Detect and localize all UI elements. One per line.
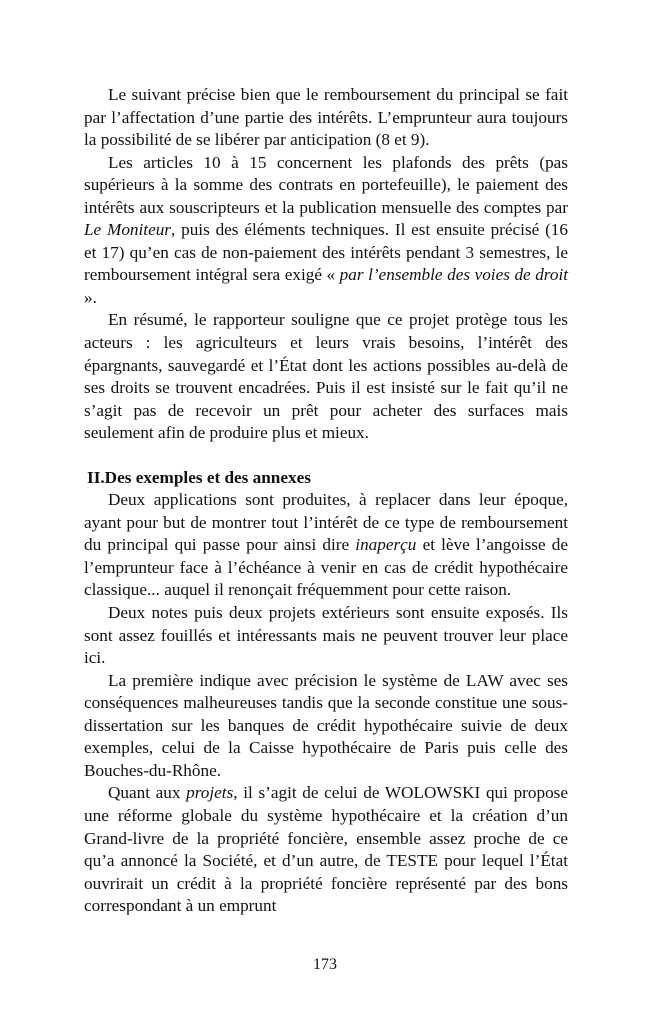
italic-text: projets bbox=[186, 783, 234, 803]
text-run: ». bbox=[84, 287, 97, 307]
section-heading: II.Des exemples et des annexes bbox=[87, 467, 311, 487]
italic-text: inaperçu bbox=[355, 535, 417, 555]
paragraphs-top bbox=[84, 84, 568, 445]
italic-text: Le Moniteur bbox=[84, 220, 171, 240]
page-number: 173 bbox=[313, 956, 337, 973]
paragraph bbox=[84, 782, 568, 917]
paragraphs-bottom bbox=[84, 489, 568, 917]
paragraph bbox=[84, 670, 568, 783]
paragraph bbox=[84, 152, 568, 310]
text-run: Deux notes puis deux projets extérieurs sont ensuite exposés. Ils sont assez fouillés et intéressants mais ne peuvent trouver leur place ici. bbox=[84, 603, 568, 668]
text-run: Les articles 10 à 15 concernent les plafonds des prêts (pas supérieurs à la somme des contrats en portefeuille), le paiement des intérêts aux souscripteurs et la publication mensuelle des comptes par bbox=[84, 152, 568, 217]
paragraph bbox=[84, 489, 568, 602]
page-body bbox=[84, 84, 568, 918]
text-run: En résumé, le rapporteur souligne que ce projet protège tous les acteurs : les agriculteurs et leurs vrais besoins, l’intérêt des épargnants, sauvegardé et l’État dont les actions possibles au-delà de ses droits se trouvent encadrées. Puis il est insisté sur le fait qu’il ne s’agit pas de recevoir un prêt pour acheter des surfaces mais seulement afin de produire plus et mieux. bbox=[84, 310, 568, 443]
text-run: Le suivant précise bien que le remboursement du principal se fait par l’affectation d’une partie des intérêts. L’emprunteur aura toujours la possibilité de se libérer par anticipation (8 et 9). bbox=[84, 85, 568, 150]
italic-text: par l’ensemble des voies de droit bbox=[339, 265, 569, 285]
text-run: Deux applications sont produites, à replacer dans leur époque, ayant pour but de montrer tout l’intérêt de ce type de remboursement du principal qui passe pour ainsi dire bbox=[84, 490, 568, 555]
text-run: , puis des éléments techniques. Il est ensuite précisé (16 et 17) qu’en cas de non-paiement des intérêts pendant 3 semestres, le remboursement intégral sera exigé « bbox=[84, 220, 568, 285]
text-run: et lève l’angoisse de l’emprunteur face à l’échéance à venir en cas de crédit hypothécaire classique... auquel il renonçait fréquemment pour cette raison. bbox=[84, 535, 568, 600]
text-run: La première indique avec précision le système de LAW avec ses conséquences malheureuses tandis que la seconde constitue une sous-dissertation sur les banques de crédit hypothécaire suivie de deux exemples, celui de la Caisse hypothécaire de Paris puis celle des Bouches-du-Rhône. bbox=[84, 670, 568, 780]
text-run: Quant aux bbox=[108, 783, 187, 803]
paragraph bbox=[84, 309, 568, 444]
text-run: , il s’agit de celui de WOLOWSKI qui propose une réforme globale du système hypothécaire et la création d’un Grand-livre de la propriété foncière, ensemble assez proche de ce qu’a annoncé la Société, et d’un autre, de TESTE pour lequel l’État ouvrirait un crédit à la propriété foncière représenté par des bons correspondant à un emprunt bbox=[84, 783, 568, 916]
paragraph bbox=[84, 602, 568, 670]
paragraph bbox=[84, 84, 568, 152]
